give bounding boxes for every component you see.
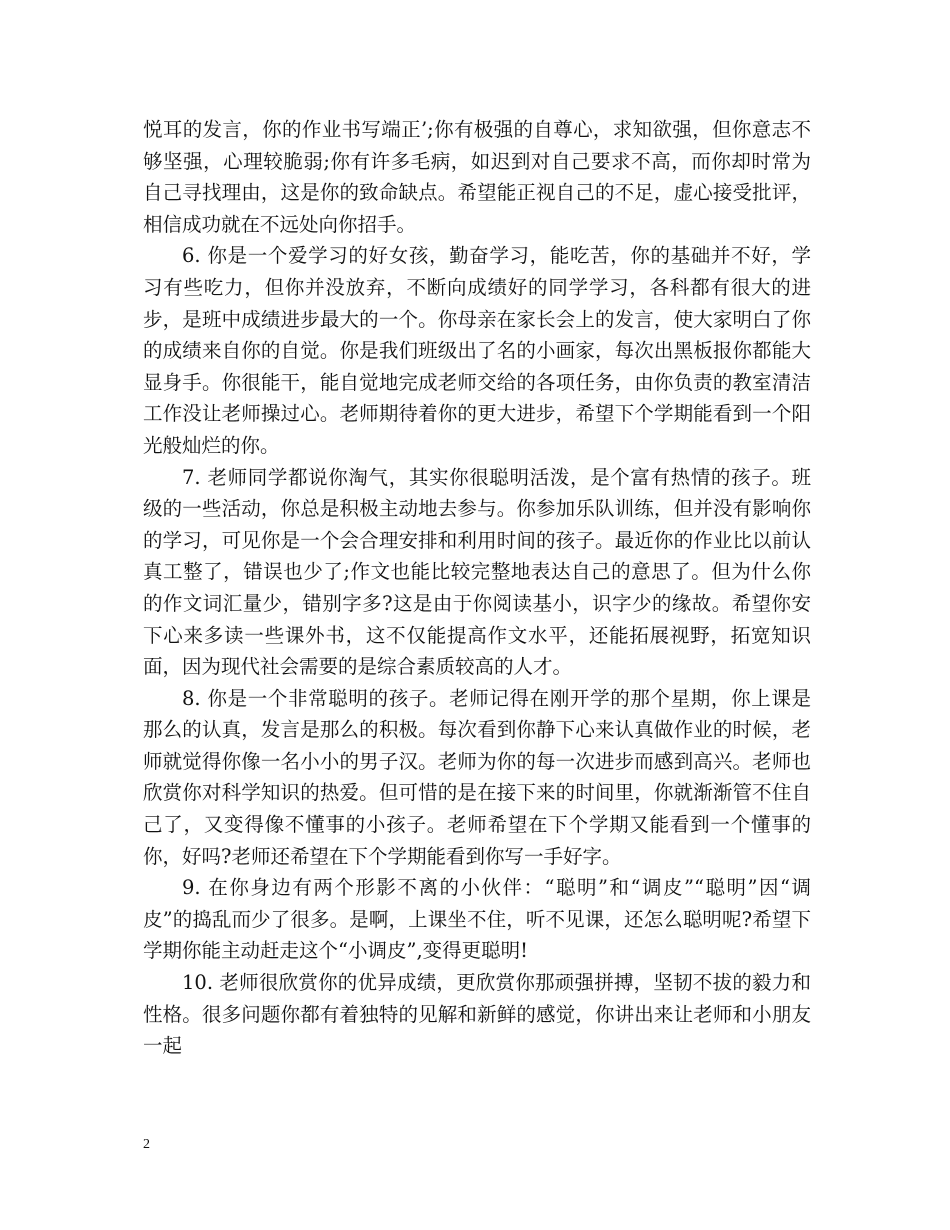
paragraph-continued: 悦耳的发言，你的作业书写端正’;你有极强的自尊心，求知欲强，但你意志不够坚强，心理较脆弱;你有许多毛病，如迟到对自己要求不高，而你却时常为自己寻找理由，这是你的致命缺点。希望能正视自己的不足，虚心接受批评，相信成功就在不远处向你招手。 [143, 118, 811, 236]
paragraph-item-7: 7. 老师同学都说你淘气，其实你很聪明活泼，是个富有热情的孩子。班级的一些活动，你总是积极主动地去参与。你参加乐队训练，但并没有影响你的学习，可见你是一个会合理安排和利用时间的孩子。最近你的作业比以前认真工整了，错误也少了;作文也能比较完整地表达自己的意思了。但为什么你的作文词汇量少，错别字多?这是由于你阅读基小，识字少的缘故。希望你安下心来多读一些课外书，这不仅能提高作文水平，还能拓展视野，拓宽知识面，因为现代社会需要的是综合素质较高的人才。 [143, 465, 811, 679]
paragraph-item-8: 8. 你是一个非常聪明的孩子。老师记得在刚开学的那个星期，你上课是那么的认真，发言是那么的积极。每次看到你静下心来认真做作业的时候，老师就觉得你像一名小小的男子汉。老师为你的每一次进步而感到高兴。老师也欣赏你对科学知识的热爱。但可惜的是在接下来的时间里，你就渐渐管不住自己了，又变得像不懂事的小孩子。老师希望在下个学期又能看到一个懂事的你，好吗?老师还希望在下个学期能看到你写一手好字。 [143, 686, 811, 868]
page-number: 2 [143, 1137, 150, 1152]
paragraph-item-10: 10. 老师很欣赏你的优异成绩，更欣赏你那顽强拼搏，坚韧不拔的毅力和性格。很多问题你都有着独特的见解和新鲜的感觉，你讲出来让老师和小朋友一起 [143, 971, 811, 1058]
paragraph-item-9: 9. 在你身边有两个形影不离的小伙伴：“聪明”和“调皮”“聪明”因“调皮”的捣乱而少了很多。是啊，上课坐不住，听不见课，还怎么聪明呢?希望下学期你能主动赶走这个“小调皮”,变得更聪明! [143, 876, 811, 963]
paragraph-item-6: 6. 你是一个爱学习的好女孩，勤奋学习，能吃苦，你的基础并不好，学习有些吃力，但你并没放弃，不断向成绩好的同学学习，各科都有很大的进步，是班中成绩进步最大的一个。你母亲在家长会上的发言，使大家明白了你的成绩来自你的自觉。你是我们班级出了名的小画家，每次出黑板报你都能大显身手。你很能干，能自觉地完成老师交给的各项任务，由你负责的教室清洁工作没让老师操过心。老师期待着你的更大进步，希望下个学期能看到一个阳光般灿烂的你。 [143, 244, 811, 457]
document-body [143, 114, 811, 1062]
